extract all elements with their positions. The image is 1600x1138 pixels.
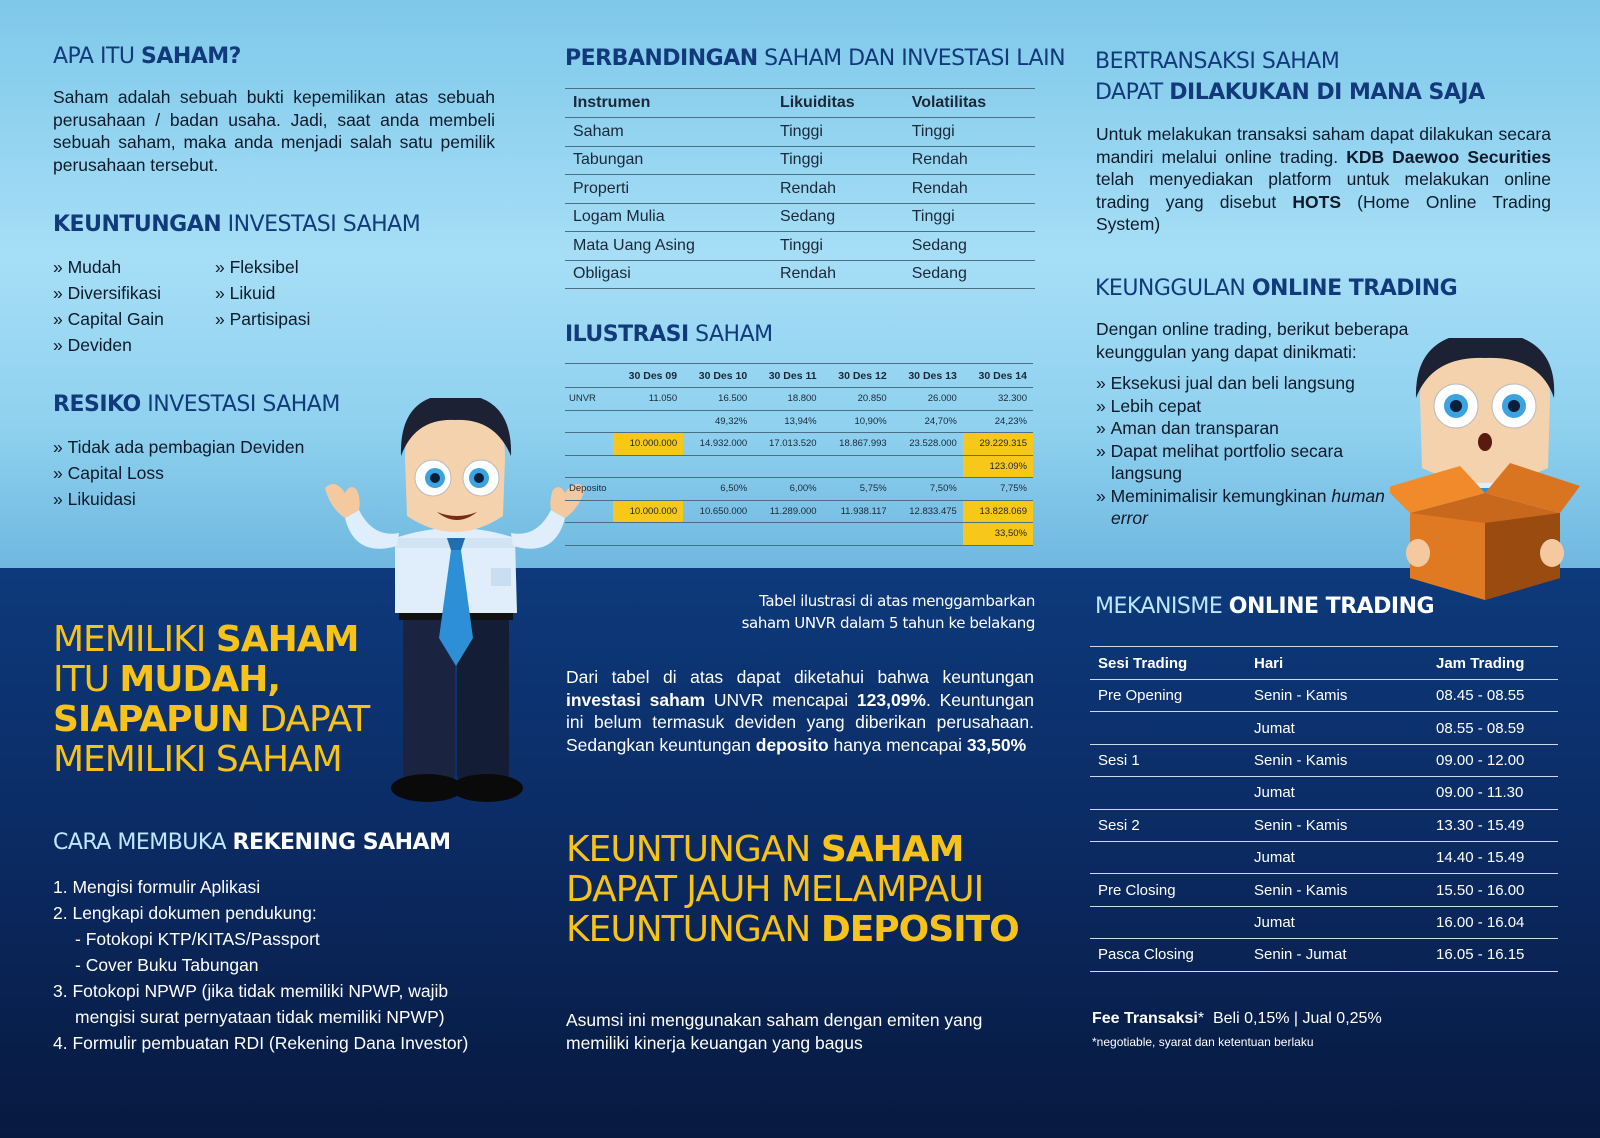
cell — [823, 523, 893, 546]
apa-itu-text: Saham adalah sebuah bukti kepemilikan atas sebuah perusahaan / badan usaha. Jadi, saat anda membeli sebuah saham, maka anda menjadi salah satu pemilik perusahaan tersebut. — [53, 87, 495, 175]
cara-heading: CARA MEMBUKA REKENING SAHAM — [53, 830, 451, 855]
resiko-list — [53, 434, 304, 512]
cell: 30 Des 09 — [613, 364, 683, 388]
table-row — [565, 500, 1033, 523]
cell — [565, 455, 613, 478]
table-row — [565, 118, 1035, 147]
cell: Sesi 2 — [1090, 809, 1246, 841]
cell: 13,94% — [753, 410, 822, 433]
cell: 18.800 — [753, 388, 822, 411]
cell: 30 Des 11 — [753, 364, 822, 388]
table-row — [1090, 841, 1558, 873]
analysis-text: Dari tabel di atas dapat diketahui bahwa keuntungan investasi saham UNVR mencapai 123,09%. Keuntungan ini belum termasuk deviden yang diberikan perusahaan. Sedangkan keuntungan deposito hanya mencapai 33,50% — [566, 667, 1035, 755]
cell: 17.013.520 — [753, 433, 822, 456]
cell: 09.00 - 12.00 — [1428, 744, 1558, 776]
cell — [613, 455, 683, 478]
cell: Tinggi — [904, 118, 1035, 147]
cell: 08.45 - 08.55 — [1428, 680, 1558, 712]
cell — [1090, 841, 1246, 873]
cell: 13.30 - 15.49 — [1428, 809, 1558, 841]
col-likuiditas: Likuiditas — [772, 89, 904, 118]
cell: 08.55 - 08.59 — [1428, 712, 1558, 744]
cell — [893, 455, 963, 478]
cell: 14.932.000 — [683, 433, 753, 456]
list-item: » Likuid — [215, 280, 310, 306]
cell: 10.650.000 — [683, 500, 753, 523]
list-item: » Aman dan transparan — [1096, 417, 1386, 440]
cell: Jumat — [1246, 712, 1428, 744]
keuntungan-list-1 — [53, 254, 164, 358]
cell: 10,90% — [823, 410, 893, 433]
cell: Rendah — [904, 175, 1035, 204]
cell: 16.00 - 16.04 — [1428, 906, 1558, 938]
cell: 7,50% — [893, 478, 963, 501]
cell: Pre Closing — [1090, 874, 1246, 906]
cell: 24,23% — [963, 410, 1033, 433]
cara-list — [53, 874, 468, 1056]
list-item: - Cover Buku Tabungan — [75, 955, 259, 975]
cell: Saham — [565, 118, 772, 147]
keunggulan-intro: Dengan online trading, berikut beberapa keunggulan yang dapat dinikmati: — [1096, 319, 1409, 362]
cell: 11.938.117 — [823, 500, 893, 523]
highlight-cell: 33,50% — [963, 523, 1033, 546]
list-item: » Partisipasi — [215, 306, 310, 332]
cell: Mata Uang Asing — [565, 232, 772, 261]
cell: Tinggi — [772, 118, 904, 147]
highlight-cell: 10.000.000 — [613, 433, 683, 456]
cell: Sedang — [904, 260, 1035, 289]
list-item: » Likuidasi — [53, 486, 304, 512]
fee-note: *negotiable, syarat dan ketentuan berlaku — [1092, 1035, 1314, 1049]
cell: Pre Opening — [1090, 680, 1246, 712]
note-line: saham UNVR dalam 5 tahun ke belakang — [741, 614, 1035, 632]
cell: 09.00 - 11.30 — [1428, 777, 1558, 809]
cell: Rendah — [772, 175, 904, 204]
table-row — [1090, 777, 1558, 809]
cell: Senin - Kamis — [1246, 874, 1428, 906]
cell — [613, 478, 683, 501]
cell: 30 Des 10 — [683, 364, 753, 388]
cell — [753, 455, 822, 478]
cell: Properti — [565, 175, 772, 204]
list-item: 1. Mengisi formulir Aplikasi — [53, 877, 261, 897]
table-header-row — [1090, 647, 1558, 680]
list-item: - Fotokopi KTP/KITAS/Passport — [75, 929, 320, 949]
cell: 16.500 — [683, 388, 753, 411]
note-line: Tabel ilustrasi di atas menggambarkan — [759, 592, 1035, 610]
highlight-cell: 10.000.000 — [613, 500, 683, 523]
cell: 5,75% — [823, 478, 893, 501]
cell: Deposito — [565, 478, 613, 501]
cell: 24,70% — [893, 410, 963, 433]
cell: 26.000 — [893, 388, 963, 411]
cell — [565, 364, 613, 388]
keunggulan-list — [1096, 372, 1386, 530]
cell: Jumat — [1246, 841, 1428, 873]
list-item: » Lebih cepat — [1096, 395, 1386, 418]
table-row — [565, 433, 1033, 456]
keuntungan-heading: KEUNTUNGAN INVESTASI SAHAM — [53, 212, 421, 237]
cell — [1090, 906, 1246, 938]
table-header-row — [565, 364, 1033, 388]
cell: Logam Mulia — [565, 203, 772, 232]
cell: Tinggi — [772, 146, 904, 175]
list-item: » Fleksibel — [215, 254, 310, 280]
cell — [1090, 712, 1246, 744]
cell: 6,00% — [753, 478, 822, 501]
cell: 30 Des 14 — [963, 364, 1033, 388]
cell: 15.50 - 16.00 — [1428, 874, 1558, 906]
table-row — [565, 455, 1033, 478]
cell: Jumat — [1246, 906, 1428, 938]
fee-transaksi: Fee Transaksi* Beli 0,15% | Jual 0,25% — [1092, 1010, 1382, 1027]
cell — [613, 523, 683, 546]
cell: Senin - Kamis — [1246, 809, 1428, 841]
cell: 14.40 - 15.49 — [1428, 841, 1558, 873]
table-header-row — [565, 89, 1035, 118]
cell: Senin - Kamis — [1246, 744, 1428, 776]
highlight-cell: 29.229.315 — [963, 433, 1033, 456]
cell: 30 Des 12 — [823, 364, 893, 388]
cell: Rendah — [772, 260, 904, 289]
cell: Tinggi — [772, 232, 904, 261]
col-hari: Hari — [1246, 647, 1428, 680]
slogan-keuntungan-saham: KEUNTUNGAN SAHAM DAPAT JAUH MELAMPAUI KEUNTUNGAN DEPOSITO — [566, 829, 1019, 950]
list-item: » Capital Gain — [53, 306, 164, 332]
businessman-mascot-illustration — [315, 398, 595, 810]
col-sesi: Sesi Trading — [1090, 647, 1246, 680]
cell: 49,32% — [683, 410, 753, 433]
table-row — [1090, 809, 1558, 841]
col-volatilitas: Volatilitas — [904, 89, 1035, 118]
table-row — [1090, 874, 1558, 906]
highlight-cell: 123.09% — [963, 455, 1033, 478]
cell — [565, 433, 613, 456]
cell — [683, 455, 753, 478]
mascot-with-box-illustration — [1390, 338, 1580, 608]
cell: 20.850 — [823, 388, 893, 411]
asumsi-text: Asumsi ini menggunakan saham dengan emiten yang memiliki kinerja keuangan yang bagus — [566, 1010, 983, 1053]
cell: Senin - Kamis — [1246, 680, 1428, 712]
cell: 6,50% — [683, 478, 753, 501]
cell: Tinggi — [904, 203, 1035, 232]
cell: 12.833.475 — [893, 500, 963, 523]
cell: UNVR — [565, 388, 613, 411]
cell — [1090, 777, 1246, 809]
cell: 11.050 — [613, 388, 683, 411]
keunggulan-heading: KEUNGGULAN ONLINE TRADING — [1095, 276, 1458, 301]
list-item: 3. Fotokopi NPWP (jika tidak memiliki NPWP, wajib — [53, 981, 449, 1001]
illustration-table — [565, 363, 1033, 546]
cell: Sedang — [772, 203, 904, 232]
col-instrumen: Instrumen — [565, 89, 772, 118]
cell: 11.289.000 — [753, 500, 822, 523]
ilustrasi-heading: ILUSTRASI SAHAM — [565, 322, 773, 347]
list-item: » Dapat melihat portfolio secara langsung — [1096, 440, 1386, 485]
cell: Obligasi — [565, 260, 772, 289]
cell — [565, 523, 613, 546]
list-item: » Deviden — [53, 332, 164, 358]
table-row — [1090, 680, 1558, 712]
cell — [683, 523, 753, 546]
resiko-heading: RESIKO INVESTASI SAHAM — [53, 392, 340, 417]
table-row — [565, 260, 1035, 289]
cell: 32.300 — [963, 388, 1033, 411]
table-row — [565, 146, 1035, 175]
list-item: » Meminimalisir kemungkinan human error — [1096, 485, 1386, 530]
cell: Sesi 1 — [1090, 744, 1246, 776]
mekanisme-heading: MEKANISME ONLINE TRADING — [1095, 594, 1435, 619]
cell — [613, 410, 683, 433]
list-item: 4. Formulir pembuatan RDI (Rekening Dana Investor) — [53, 1033, 469, 1053]
table-row — [565, 175, 1035, 204]
table-row — [1090, 939, 1558, 971]
list-item: » Diversifikasi — [53, 280, 164, 306]
table-row — [565, 478, 1033, 501]
list-item: 2. Lengkapi dokumen pendukung: — [53, 903, 317, 923]
illustration-note — [700, 590, 1035, 634]
table-row — [565, 232, 1035, 261]
table-row — [565, 523, 1033, 546]
cell: 7,75% — [963, 478, 1033, 501]
table-row — [565, 203, 1035, 232]
cell — [565, 500, 613, 523]
cell: 18.867.993 — [823, 433, 893, 456]
table-row — [565, 388, 1033, 411]
perbandingan-heading: PERBANDINGAN SAHAM DAN INVESTASI LAIN — [565, 46, 1066, 71]
cell: Pasca Closing — [1090, 939, 1246, 971]
table-row — [1090, 744, 1558, 776]
cell: Jumat — [1246, 777, 1428, 809]
table-row — [1090, 906, 1558, 938]
table-row — [1090, 712, 1558, 744]
table-row — [565, 410, 1033, 433]
cell — [565, 410, 613, 433]
cell — [823, 455, 893, 478]
bertransaksi-text: Untuk melakukan transaksi saham dapat dilakukan secara mandiri melalui online trading. KDB Daewoo Securities telah menyediakan platform untuk melakukan online trading yang disebut HOTS (Home Online Trading System) — [1096, 124, 1551, 234]
highlight-cell: 13.828.069 — [963, 500, 1033, 523]
cell: 23.528.000 — [893, 433, 963, 456]
cell — [753, 523, 822, 546]
cell — [893, 523, 963, 546]
list-item: » Tidak ada pembagian Deviden — [53, 434, 304, 460]
trading-session-table — [1090, 646, 1558, 972]
cell: Senin - Jumat — [1246, 939, 1428, 971]
cell: 16.05 - 16.15 — [1428, 939, 1558, 971]
cell: Sedang — [904, 232, 1035, 261]
cell: 30 Des 13 — [893, 364, 963, 388]
list-item: » Mudah — [53, 254, 164, 280]
bertransaksi-heading: BERTRANSAKSI SAHAM DAPAT DILAKUKAN DI MANA SAJA — [1095, 49, 1485, 105]
col-jam: Jam Trading — [1428, 647, 1558, 680]
slogan-memiliki-saham: MEMILIKI SAHAM ITU MUDAH, SIAPAPUN DAPAT MEMILIKI SAHAM — [53, 619, 370, 780]
list-item: mengisi surat pernyataan tidak memiliki NPWP) — [75, 1007, 445, 1027]
cell: Tabungan — [565, 146, 772, 175]
apa-itu-heading: APA ITU SAHAM? — [53, 44, 241, 69]
keuntungan-list-2 — [215, 254, 310, 332]
comparison-table — [565, 88, 1035, 289]
list-item: » Capital Loss — [53, 460, 304, 486]
list-item: » Eksekusi jual dan beli langsung — [1096, 372, 1386, 395]
cell: Rendah — [904, 146, 1035, 175]
